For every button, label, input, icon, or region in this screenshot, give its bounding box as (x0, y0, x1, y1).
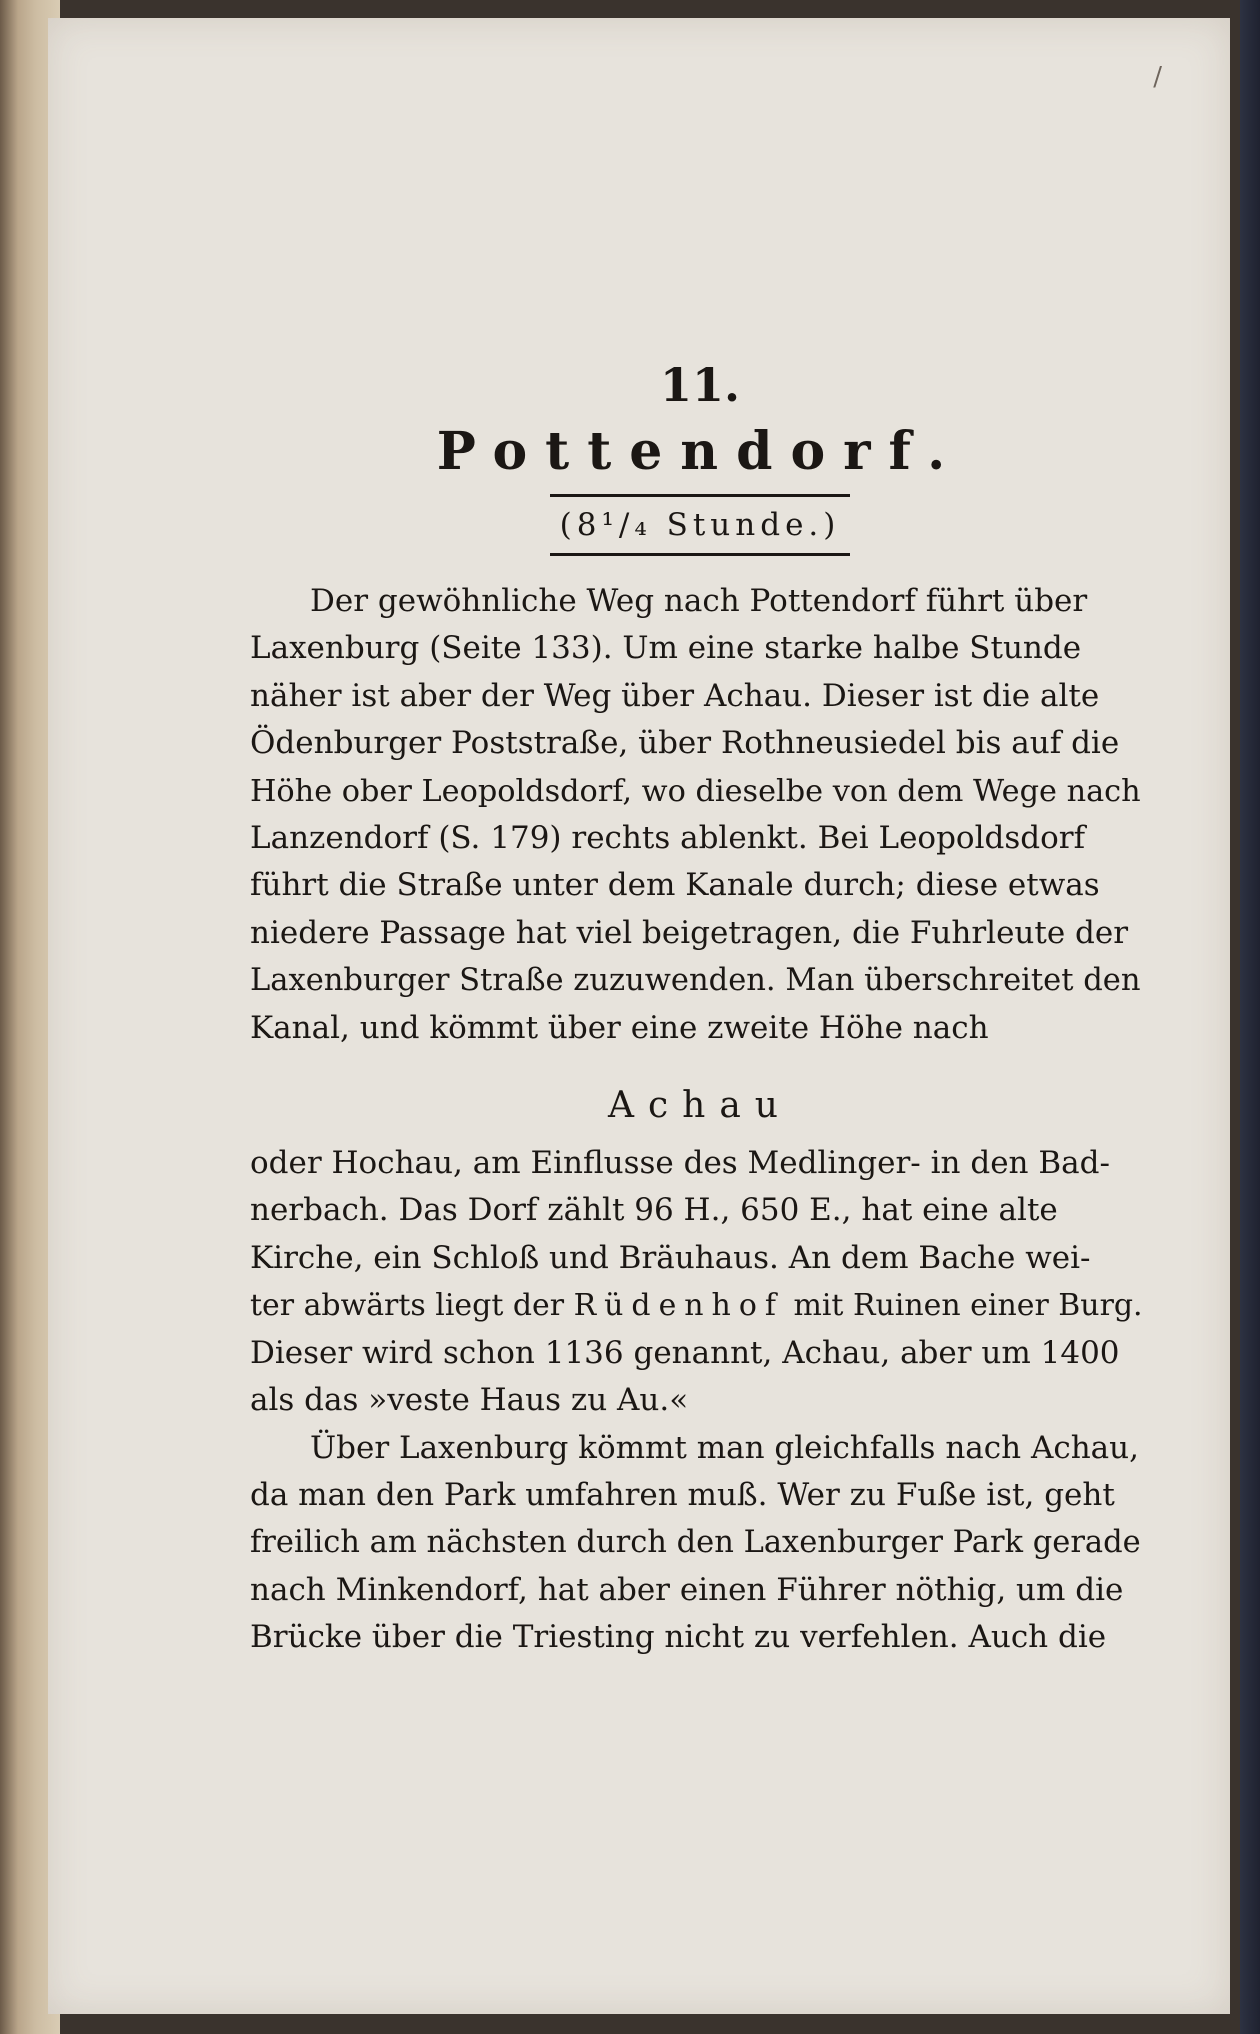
text-line: Kirche, ein Schloß und Bräuhaus. An dem Bache wei- (250, 1239, 1091, 1276)
text-line: ter abwärts liegt der Rüdenhof mit Ruinen einer Burg. (250, 1288, 1143, 1324)
pencil-mark: / (1153, 62, 1162, 92)
text-line: nerbach. Das Dorf zählt 96 H., 650 E., hat eine alte (250, 1192, 1058, 1229)
text-line: näher ist aber der Weg über Achau. Dieser ist die alte (250, 677, 1100, 714)
text-line: als das »veste Haus zu Au.« (250, 1382, 689, 1419)
page-content (250, 360, 1150, 1662)
paragraph-3 (250, 1425, 1150, 1662)
text-line: da man den Park umfahren muß. Wer zu Fuße ist, geht (250, 1476, 1115, 1513)
bottom-rule (550, 553, 850, 556)
text-line: Ödenburger Poststraße, über Rothneusiedel bis auf die (250, 725, 1120, 762)
chapter-number: 11. (659, 358, 741, 412)
text-line: Dieser wird schon 1136 genannt, Achau, aber um 1400 (250, 1334, 1120, 1371)
text-line: Brücke über die Triesting nicht zu verfehlen. Auch die (250, 1619, 1107, 1656)
text-line: Lanzendorf (S. 179) rechts ablenkt. Bei Leopoldsdorf (250, 820, 1086, 857)
text-line: freilich am nächsten durch den Laxenburger Park gerade (250, 1525, 1141, 1561)
text-line: Über Laxenburg kömmt man gleichfalls nach Achau, (310, 1429, 1139, 1466)
text-line: führt die Straße unter dem Kanale durch; diese etwas (250, 867, 1100, 904)
paragraph-1 (250, 578, 1150, 1052)
text-line: Höhe ober Leopoldsdorf, wo dieselbe von dem Wege nach (250, 773, 1141, 809)
binding-edge-right (1240, 0, 1260, 2034)
chapter-title: Pottendorf. (436, 421, 964, 482)
paragraph-2 (250, 1140, 1150, 1424)
emphasized-word: Rüdenhof (573, 1288, 784, 1324)
text-line: Kanal, und kömmt über eine zweite Höhe nach (250, 1009, 989, 1046)
text-line: nach Minkendorf, hat aber einen Führer nöthig, um die (250, 1571, 1124, 1608)
text-line: oder Hochau, am Einflusse des Medlinger- in den Bad- (250, 1145, 1110, 1182)
text-line: niedere Passage hat viel beigetragen, die Fuhrleute der (250, 914, 1129, 951)
text-line: Der gewöhnliche Weg nach Pottendorf führt über (310, 583, 1088, 619)
chapter-duration: (8¹/₄ Stunde.) (559, 507, 841, 543)
text-line: Laxenburger Straße zuzuwenden. Man überschreitet den (250, 963, 1141, 999)
text-line: Laxenburg (Seite 133). Um eine starke halbe Stunde (250, 630, 1082, 667)
section-title: Achau (608, 1085, 792, 1127)
